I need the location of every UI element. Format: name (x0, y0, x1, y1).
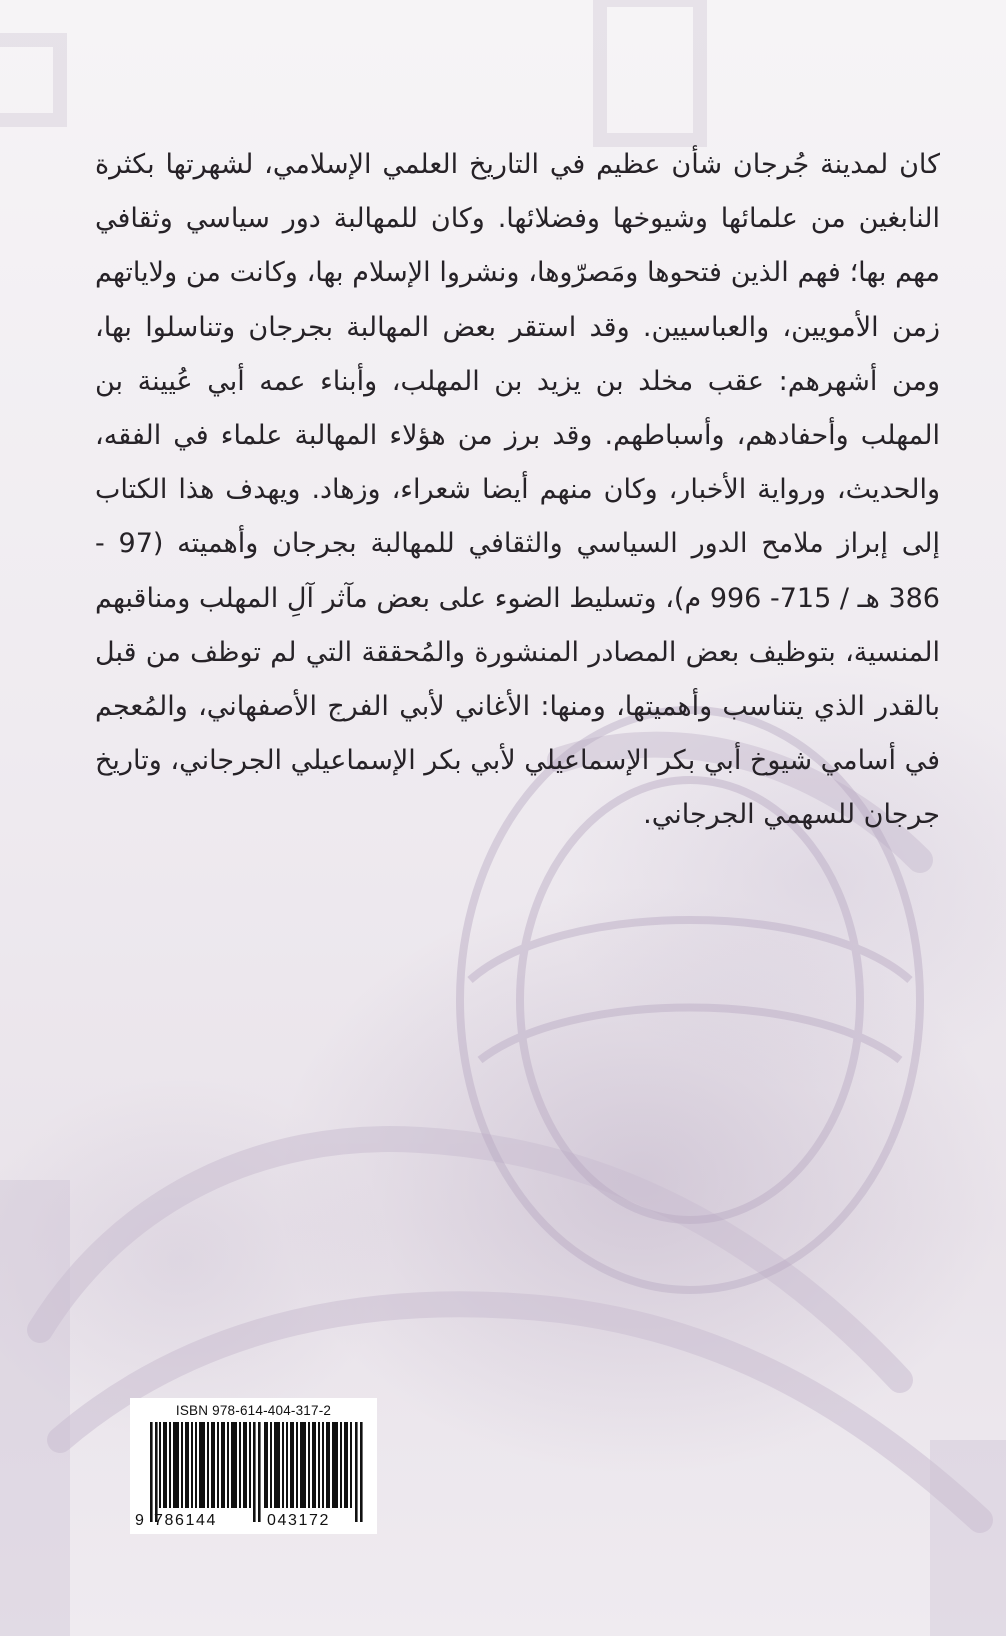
ean-digits (130, 1512, 377, 1532)
blurb-paragraph: كان لمدينة جُرجان شأن عظيم في التاريخ العلمي الإسلامي، لشهرتها بكثرة النابغين من علمائها وشيوخها وفضلائها. وكان للمهالبة دور سياسي وثقافي مهم بها؛ فهم الذين فتحوها ومَصرّوها، ونشروا الإسلام بها، وكانت من ولاياتهم زمن الأمويين، والعباسيين. وقد استقر بعض المهالبة بجرجان وتناسلوا بها، ومن أشهرهم: عقب مخلد بن يزيد بن المهلب، وأبناء عمه أبي عُيينة بن المهلب وأحفادهم، وأسباطهم. وقد برز من هؤلاء المهالبة علماء في الفقه، والحديث، ورواية الأخبار، وكان منهم أيضا شعراء، وزهاد. ويهدف هذا الكتاب إلى إبراز ملامح الدور السياسي والثقافي للمهالبة بجرجان وأهميته (97 - 386 هـ / 715- 996 م)، وتسليط الضوء على بعض مآثر آلِ المهلب ومناقبهم المنسية، بتوظيف بعض المصادر المنشورة والمُحققة التي لم توظف من قبل بالقدر الذي يتناسب وأهميتها، ومنها: الأغاني لأبي الفرج الأصفهاني، والمُعجم في أسامي شيوخ أبي بكر الإسماعيلي لأبي بكر الإسماعيلي الجرجاني، وتاريخ جرجان للسهمي الجرجاني. (95, 149, 940, 831)
ean-right-group: 043172 (267, 1512, 330, 1529)
isbn-label: ISBN 978-614-404-317-2 (175, 1403, 332, 1418)
ean-left-group: 786144 (154, 1512, 217, 1529)
barcode (130, 1398, 377, 1534)
ean-first-digit: 9 (135, 1512, 144, 1529)
